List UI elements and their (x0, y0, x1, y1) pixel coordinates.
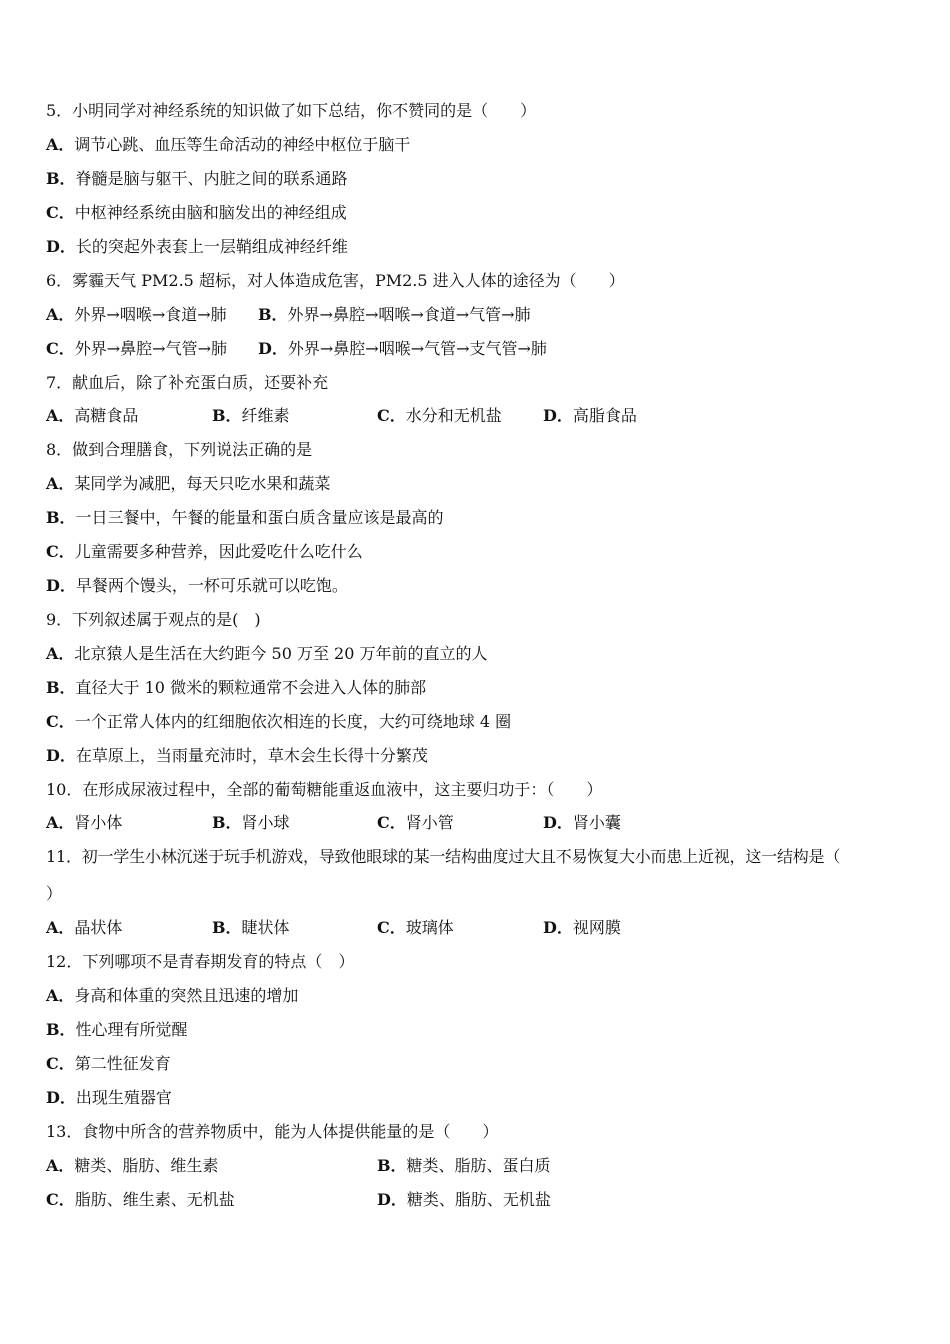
option-c: C．一个正常人体内的红细胞依次相连的长度，大约可绕地球 4 圈 (46, 712, 512, 731)
question-stem: 8．做到合理膳食，下列说法正确的是 (46, 440, 313, 459)
question-stem: 7．献血后，除了补充蛋白质，还要补充 (46, 373, 329, 392)
option-a: A．某同学为减肥，每天只吃水果和蔬菜 (46, 474, 331, 493)
option-d: D．出现生殖器官 (46, 1088, 172, 1107)
option-b: B．肾小球 (212, 813, 290, 832)
option-c: C．脂肪、维生素、无机盐 (46, 1190, 235, 1209)
option-d: D．长的突起外表套上一层鞘组成神经纤维 (46, 237, 348, 256)
option-c: C．水分和无机盐 (377, 406, 502, 425)
option-b: B．脊髓是脑与躯干、内脏之间的联系通路 (46, 169, 348, 188)
option-a: A．外界→咽喉→食道→肺 (46, 305, 227, 324)
question-stem: 12．下列哪项不是青春期发育的特点（ ） (46, 952, 355, 971)
option-c: C．中枢神经系统由脑和脑发出的神经组成 (46, 203, 347, 222)
option-a: A．高糖食品 (46, 406, 139, 425)
option-c: C．玻璃体 (377, 918, 454, 937)
option-a: A．肾小体 (46, 813, 123, 832)
option-d: D．视网膜 (543, 918, 621, 937)
option-b: B．一日三餐中，午餐的能量和蛋白质含量应该是最高的 (46, 508, 444, 527)
option-d: D．肾小囊 (543, 813, 621, 832)
question-stem: 13．食物中所含的营养物质中，能为人体提供能量的是（ ） (46, 1122, 499, 1141)
option-b: B．外界→鼻腔→咽喉→食道→气管→肺 (258, 305, 531, 324)
option-a: A．身高和体重的突然且迅速的增加 (46, 986, 299, 1005)
option-d: D．早餐两个馒头，一杯可乐就可以吃饱。 (46, 576, 348, 595)
question-stem: 6．雾霾天气 PM2.5 超标，对人体造成危害，PM2.5 进入人体的途径为（ ） (46, 271, 625, 290)
option-d: D．在草原上，当雨量充沛时，草木会生长得十分繁茂 (46, 746, 428, 765)
option-c: C．肾小管 (377, 813, 454, 832)
option-b: B．纤维素 (212, 406, 290, 425)
question-stem: 5．小明同学对神经系统的知识做了如下总结，你不赞同的是（ ） (46, 101, 537, 120)
option-a: A．调节心跳、血压等生命活动的神经中枢位于脑干 (46, 135, 411, 154)
option-a: A．晶状体 (46, 918, 123, 937)
option-d: D．高脂食品 (543, 406, 637, 425)
option-d: D．糖类、脂肪、无机盐 (377, 1190, 551, 1209)
question-stem: 9．下列叙述属于观点的是( ) (46, 610, 261, 629)
option-d: D．外界→鼻腔→咽喉→气管→支气管→肺 (258, 339, 547, 358)
question-stem: 11．初一学生小林沉迷于玩手机游戏，导致他眼球的某一结构曲度过大且不易恢复大小而患上近视，这一结构是（ (46, 847, 841, 866)
question-stem-continued: ） (46, 884, 63, 903)
option-b: B．糖类、脂肪、蛋白质 (377, 1156, 551, 1175)
question-stem: 10．在形成尿液过程中，全部的葡萄糖能重返血液中，这主要归功于：（ ） (46, 780, 603, 799)
option-b: B．直径大于 10 微米的颗粒通常不会进入人体的肺部 (46, 678, 427, 697)
option-b: B．性心理有所觉醒 (46, 1020, 188, 1039)
option-c: C．外界→鼻腔→气管→肺 (46, 339, 227, 358)
option-c: C．第二性征发育 (46, 1054, 171, 1073)
option-a: A．糖类、脂肪、维生素 (46, 1156, 219, 1175)
option-a: A．北京猿人是生活在大约距今 50 万至 20 万年前的直立的人 (46, 644, 488, 663)
option-c: C．儿童需要多种营养，因此爱吃什么吃什么 (46, 542, 363, 561)
option-b: B．睫状体 (212, 918, 290, 937)
